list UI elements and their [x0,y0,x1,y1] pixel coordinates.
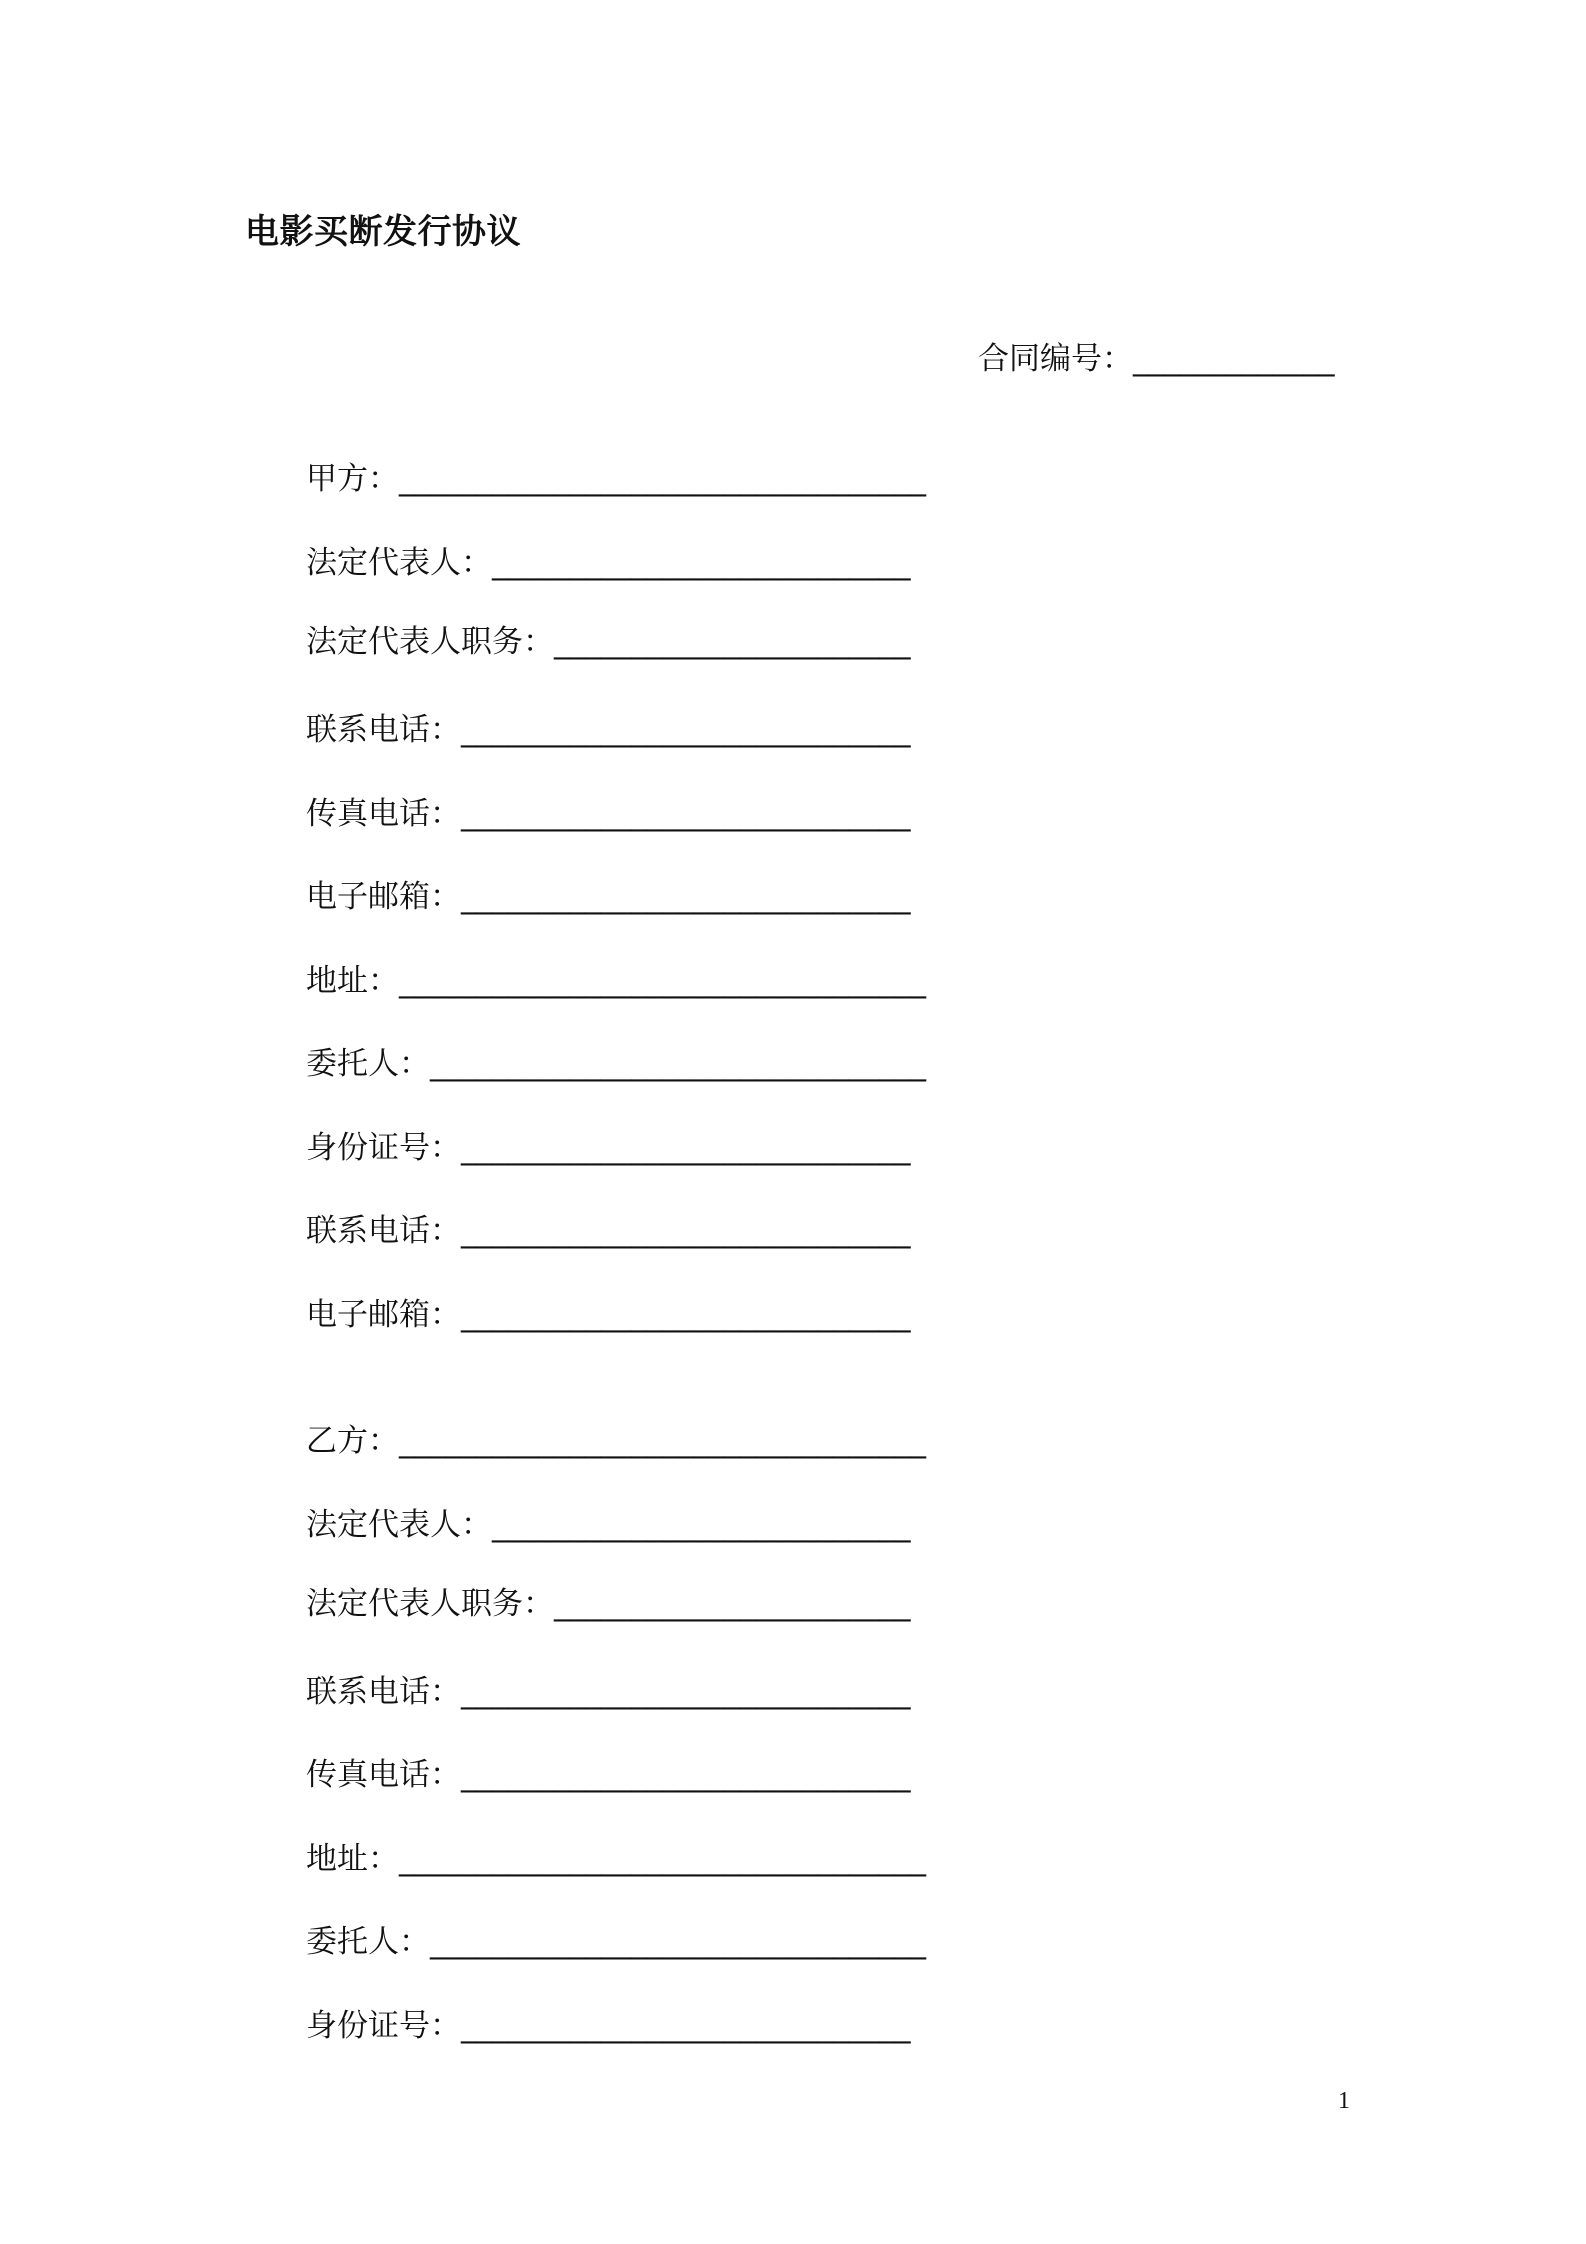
field-label: 传真电话： [306,796,461,832]
contract-number-line: 合同编号：_____________ [978,341,1335,377]
party-b-legal-rep-field [306,1505,911,1549]
party-a-email-field [306,877,911,921]
fill-in-blank: _____________________________ [461,796,911,832]
party-a-agent-field [306,1044,926,1088]
fill-in-blank: _____________________________ [461,2008,911,2044]
field-label: 身份证号： [306,2008,461,2044]
field-label: 地址： [306,1841,399,1877]
fill-in-blank: _____________________________ [461,1757,911,1793]
field-label: 联系电话： [306,712,461,748]
field-label: 地址： [306,963,399,999]
fill-in-blank: _______________________ [554,624,911,660]
field-label: 身份证号： [306,1130,461,1166]
party-a-id-number-field [306,1128,911,1172]
field-label: 委托人： [306,1924,430,1960]
party-b-fax-field [306,1755,911,1799]
field-label: 电子邮箱： [306,1297,461,1333]
field-label: 电子邮箱： [306,879,461,915]
fill-in-blank: __________________________________ [399,1423,926,1459]
fill-in-blank: _____________________________ [461,712,911,748]
fill-in-blank: __________________________________ [399,1841,926,1877]
field-label: 法定代表人职务： [306,1586,554,1622]
party-a-legal-rep-title-field [306,622,911,666]
page-number: 1 [1338,2088,1350,2114]
party-b-id-number-field [306,2006,911,2050]
fill-in-blank: _______________________ [554,1586,911,1622]
party-a-name-field [306,459,926,503]
field-label: 法定代表人职务： [306,624,554,660]
fill-in-blank: __________________________________ [399,461,926,497]
fill-in-blank: _____________________________ [461,879,911,915]
party-a-address-field [306,961,926,1005]
fill-in-blank: _____________________________ [461,1130,911,1166]
field-label: 法定代表人： [306,545,492,581]
document-title: 电影买断发行协议 [245,212,521,252]
party-a-phone-field [306,710,911,754]
fill-in-blank: ___________________________ [492,545,911,581]
field-label: 委托人： [306,1046,430,1082]
party-a-fax-field [306,794,911,838]
field-label: 传真电话： [306,1757,461,1793]
fill-in-blank: ________________________________ [430,1046,926,1082]
party-a-legal-rep-field [306,543,911,587]
field-label: 乙方： [306,1423,399,1459]
fill-in-blank: _____________________________ [461,1674,911,1710]
fill-in-blank: _____________________________ [461,1297,911,1333]
fill-in-blank: _____________________________ [461,1213,911,1249]
field-label: 联系电话： [306,1674,461,1710]
fill-in-blank: __________________________________ [399,963,926,999]
party-b-legal-rep-title-field [306,1584,911,1628]
field-label: 甲方： [306,461,399,497]
party-a-agent-email-field [306,1295,911,1339]
party-b-agent-field [306,1922,926,1966]
party-a-agent-phone-field [306,1211,911,1255]
fill-in-blank: ___________________________ [492,1507,911,1543]
fill-in-blank: ________________________________ [430,1924,926,1960]
field-label: 法定代表人： [306,1507,492,1543]
party-b-address-field [306,1839,926,1883]
party-b-name-field [306,1421,926,1465]
field-label: 联系电话： [306,1213,461,1249]
party-b-phone-field [306,1672,911,1716]
